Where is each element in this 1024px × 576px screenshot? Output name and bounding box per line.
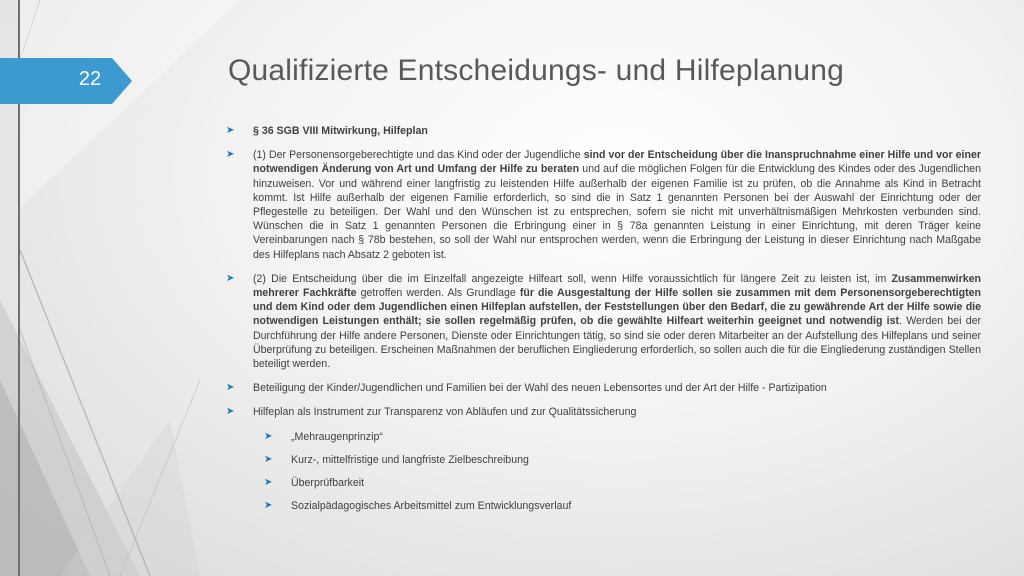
bullet-item (226, 124, 981, 138)
arrow-bullet-icon: ➤ (226, 406, 235, 418)
arrow-bullet-icon: ➤ (226, 382, 235, 394)
bullet-text: § 36 SGB VIII Mitwirkung, Hilfeplan (253, 125, 428, 137)
bullet-item (226, 148, 981, 262)
sub-bullet-text: Überprüfbarkeit (291, 477, 365, 490)
sub-bullet-text: Kurz-, mittelfristige und langfriste Zielbeschreibung (291, 453, 529, 466)
bullet-text: Hilfeplan als Instrument zur Transparenz von Abläufen und zur Qualitätssicherung (253, 406, 637, 419)
sub-bullet-item (264, 476, 981, 490)
bullet-text: Beteiligung der Kinder/Jugendlichen und Familien bei der Wahl des neuen Lebensortes und der Art der Hilfe - Partizipation (253, 382, 827, 395)
arrow-bullet-icon: ➤ (264, 430, 273, 442)
bullet-text: (1) Der Personensorgeberechtigte und das Kind oder der Jugendliche (253, 149, 584, 162)
sub-bullet-item (264, 499, 981, 513)
slide-title: Qualifizierte Entscheidungs- und Hilfeplanung (228, 54, 845, 87)
arrow-bullet-icon: ➤ (264, 453, 273, 465)
bullet-item (226, 272, 981, 371)
arrow-bullet-icon: ➤ (264, 500, 273, 512)
bullet-text-bold: für die Ausgestaltung der Hilfe sollen sie zusammen mit dem Personensorgeberechtigten und dem Kind oder dem Jugendlichen einen Hilfeplan aufstellen, der Feststellungen über den Bedarf, die zu gewährende Art der Hilfe sowie die notwendigen Leistungen enthält; sie sollen regelmäßig prüfen, ob die gewählte Hilfeart weiterhin geeignet und notwendig ist (253, 287, 981, 328)
bullet-text-bold: sind vor der Entscheidung über die Inanspruchnahme einer Hilfe und vor einer notwendigen Änderung von Art und Umfang der Hilfe zu beraten (253, 149, 981, 176)
bullet-item (226, 381, 981, 395)
sub-bullet-item (264, 453, 981, 467)
bullet-text: (2) Die Entscheidung über die im Einzelfall angezeigte Hilfeart soll, wenn Hilfe voraussichtlich für längere Zeit zu leisten ist, im (253, 272, 892, 285)
bullet-text: getroffen werden. Als Grundlage (356, 287, 520, 300)
arrow-bullet-icon: ➤ (226, 125, 235, 136)
sub-bullet-item (264, 430, 981, 444)
bullet-item (226, 405, 981, 419)
slide-content (226, 124, 981, 522)
arrow-bullet-icon: ➤ (226, 272, 235, 284)
arrow-bullet-icon: ➤ (264, 477, 273, 489)
slide-number: 22 (78, 68, 102, 90)
bullet-text-bold: Zusammenwirken mehrerer Fachkräfte (253, 272, 981, 300)
arrow-bullet-icon: ➤ (226, 149, 235, 161)
sub-bullet-text: Sozialpädagogisches Arbeitsmittel zum Entwicklungsverlauf (291, 500, 572, 513)
bullet-text: und auf die möglichen Folgen für die Entwicklung des Kindes oder des Jugendlichen hinzuweisen. Vor und während einer langfristig zu leistenden Hilfe außerhalb der eigenen Familie ist zu prüfen, ob die Annahme als Kind in Betracht kommt. Ist Hilfe außerhalb der eigenen Familie erforderlich, so sind die in Satz 1 genannten Personen bei der Auswahl der Einrichtung oder der Pflegestelle zu beteiligen. Der Wahl und den Wünschen ist zu entsprechen, sofern sie nicht mit unverhältnismäßigen Mehrkosten verbunden sind. Wünschen die in Satz 1 genannten Personen die Erbringung einer in § 78a genannten Leistung in einer Einrichtung, mit deren Träger keine Vereinbarungen nach § 78b bestehen, so soll der Wahl nur entsprochen werden, wenn die Erbringung der Leistung in dieser Einrichtung nach Maßgabe des Hilfeplans nach Absatz 2 geboten ist. (253, 163, 981, 261)
sub-bullet-text: „Mehraugenprinzip“ (291, 430, 383, 443)
bullet-text: . Werden bei der Durchführung der Hilfe andere Personen, Dienste oder Einrichtungen tätig, so sind sie oder deren Mitarbeiter an der Aufstellung des Hilfeplans und seiner Überprüfung zu beteiligen. Erscheinen Maßnahmen der beruflichen Eingliederung erforderlich, so sollen auch die für die Eingliederung zuständigen Stellen beteiligt werden. (253, 315, 982, 371)
